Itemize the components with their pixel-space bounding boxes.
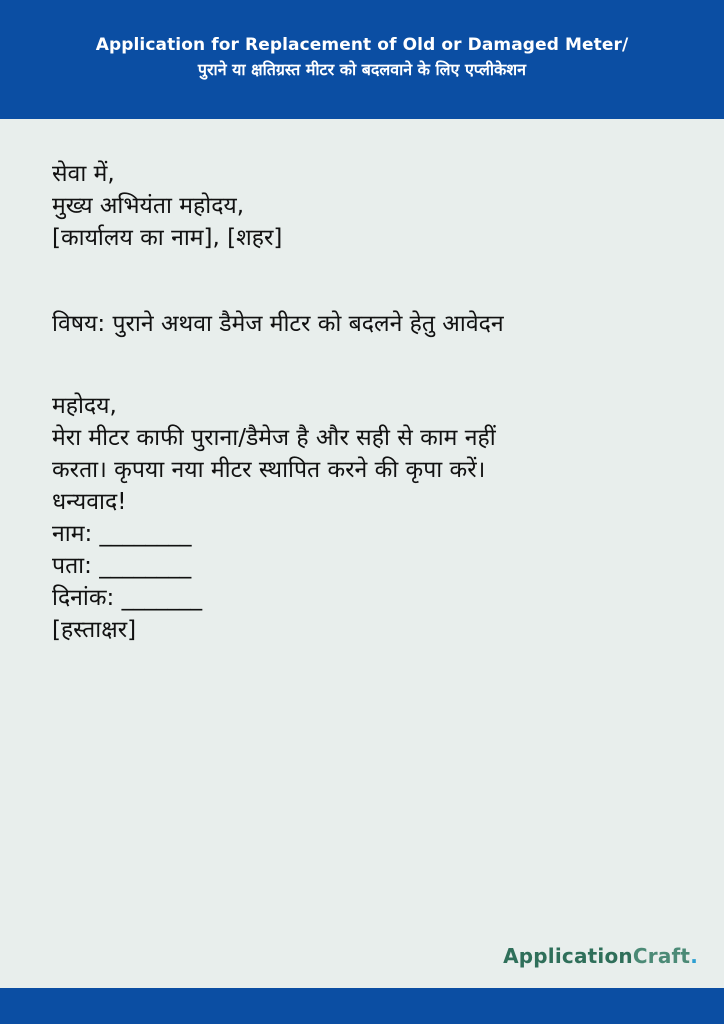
letter-office: [कार्यालय का नाम], [शहर]: [52, 225, 283, 251]
logo-text-craft: Craft: [632, 944, 691, 968]
header-title: Application for Replacement of Old or Damaged Meter/: [95, 35, 629, 55]
header-banner: [0, 0, 724, 119]
letter-recipient: मुख्य अभियंता महोदय,: [52, 193, 245, 219]
letter-body: [52, 158, 672, 646]
letter-thanks: धन्यवाद!: [52, 489, 127, 515]
date-field: दिनांक: _______: [52, 585, 203, 611]
letter-greeting: महोदय,: [52, 393, 117, 419]
name-field: नाम: ________: [52, 521, 192, 547]
logo-text-application: Application: [503, 944, 633, 968]
signature-field: [हस्ताक्षर]: [52, 617, 137, 643]
footer-bar: [0, 988, 724, 1024]
spacer: [52, 254, 672, 308]
logo-dot: .: [690, 944, 698, 968]
address-field: पता: ________: [52, 553, 192, 579]
applicationcraft-logo: [503, 942, 698, 970]
spacer: [52, 340, 672, 390]
letter-subject: विषय: पुराने अथवा डैमेज मीटर को बदलने हेतु आवेदन: [52, 311, 504, 337]
header-subtitle: पुराने या क्षतिग्रस्त मीटर को बदलवाने के लिए एप्लीकेशन: [197, 60, 527, 79]
letter-body-line-2: करता। कृपया नया मीटर स्थापित करने की कृपा करें।: [52, 457, 486, 483]
letter-salutation: सेवा में,: [52, 161, 115, 187]
letter-body-line-1: मेरा मीटर काफी पुराना/डैमेज है और सही से काम नहीं: [52, 425, 496, 451]
